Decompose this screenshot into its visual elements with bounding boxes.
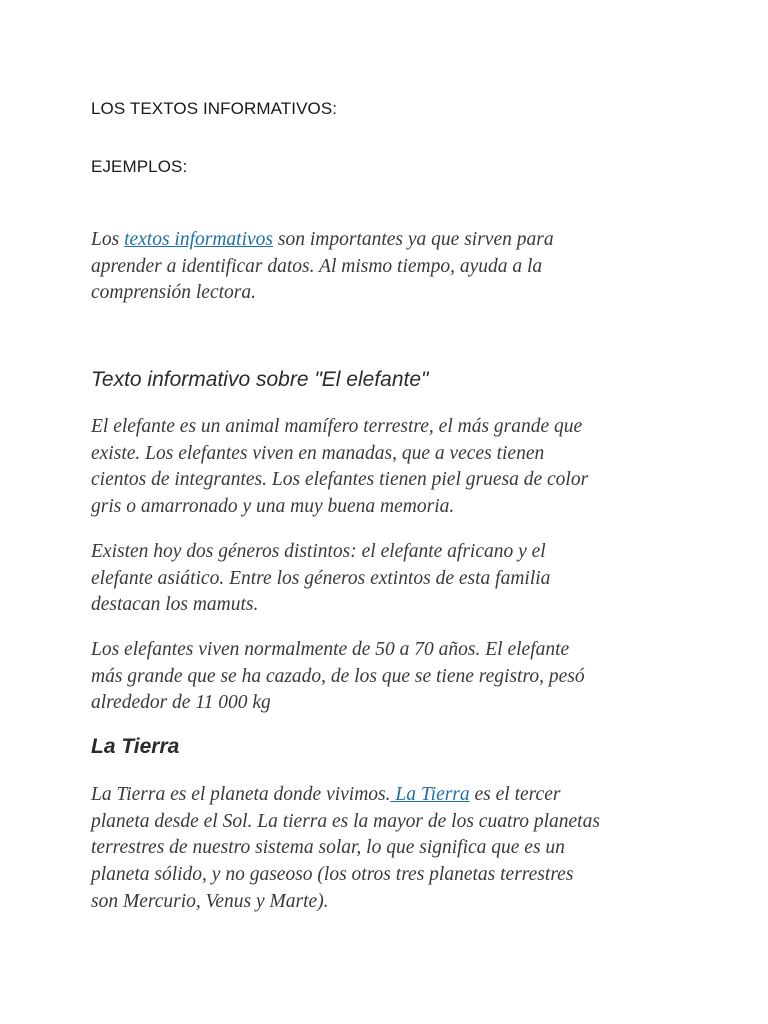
elefante-p1-line: gris o amarronado y una muy buena memoria. (91, 496, 455, 518)
elefante-p3-line: Los elefantes viven normalmente de 50 a 70 años. El elefante (91, 639, 570, 660)
elefante-p2-line: destacan los mamuts. (91, 594, 259, 616)
textos-informativos-link[interactable]: textos informativos (124, 229, 274, 250)
intro-text-start: Los (91, 229, 125, 250)
elefante-p2-line: Existen hoy dos géneros distintos: el elefante africano y el (91, 541, 546, 562)
tierra-section-title: La Tierra (91, 735, 180, 758)
elefante-p1-line: El elefante es un animal mamífero terrestre, el más grande que (91, 416, 583, 437)
intro-paragraph (91, 227, 691, 307)
la-tierra-link[interactable]: La Tierra (395, 784, 470, 805)
elefante-paragraph-1 (91, 414, 691, 521)
tierra-line: terrestres de nuestro sistema solar, lo que significa que es un (91, 837, 565, 859)
intro-line-1 (91, 227, 691, 254)
elefante-p3-line: alrededor de 11 000 kg (91, 692, 271, 714)
tierra-text-start: La Tierra es el planeta donde vivimos. (91, 784, 391, 805)
intro-line-2: aprender a identificar datos. Al mismo tiempo, ayuda a la (91, 255, 543, 277)
tierra-line-1 (91, 782, 691, 809)
elefante-p3-line: más grande que se ha cazado, de los que se tiene registro, pesó (91, 665, 585, 687)
intro-line-3: comprensión lectora. (91, 282, 256, 304)
elefante-p1-line: cientos de integrantes. Los elefantes tienen piel gruesa de color (91, 469, 589, 491)
elefante-p1-line: existe. Los elefantes viven en manadas, que a veces tienen (91, 442, 545, 464)
elefante-paragraph-3 (91, 637, 691, 717)
tierra-paragraph (91, 782, 691, 916)
examples-heading: EJEMPLOS: (91, 157, 188, 176)
intro-text-end: son importantes ya que sirven para (273, 229, 554, 250)
tierra-text-end: es el tercer (469, 784, 561, 805)
tierra-line: planeta desde el Sol. La tierra es la mayor de los cuatro planetas (91, 810, 600, 832)
elefante-section-title: Texto informativo sobre "El elefante" (91, 368, 429, 391)
document-main-heading: LOS TEXTOS INFORMATIVOS: (91, 99, 338, 118)
tierra-line: son Mercurio, Venus y Marte). (91, 890, 329, 912)
elefante-paragraph-2 (91, 539, 691, 619)
tierra-line: planeta sólido, y no gaseoso (los otros tres planetas terrestres (91, 864, 574, 886)
elefante-p2-line: elefante asiático. Entre los géneros extintos de esta familia (91, 567, 551, 589)
